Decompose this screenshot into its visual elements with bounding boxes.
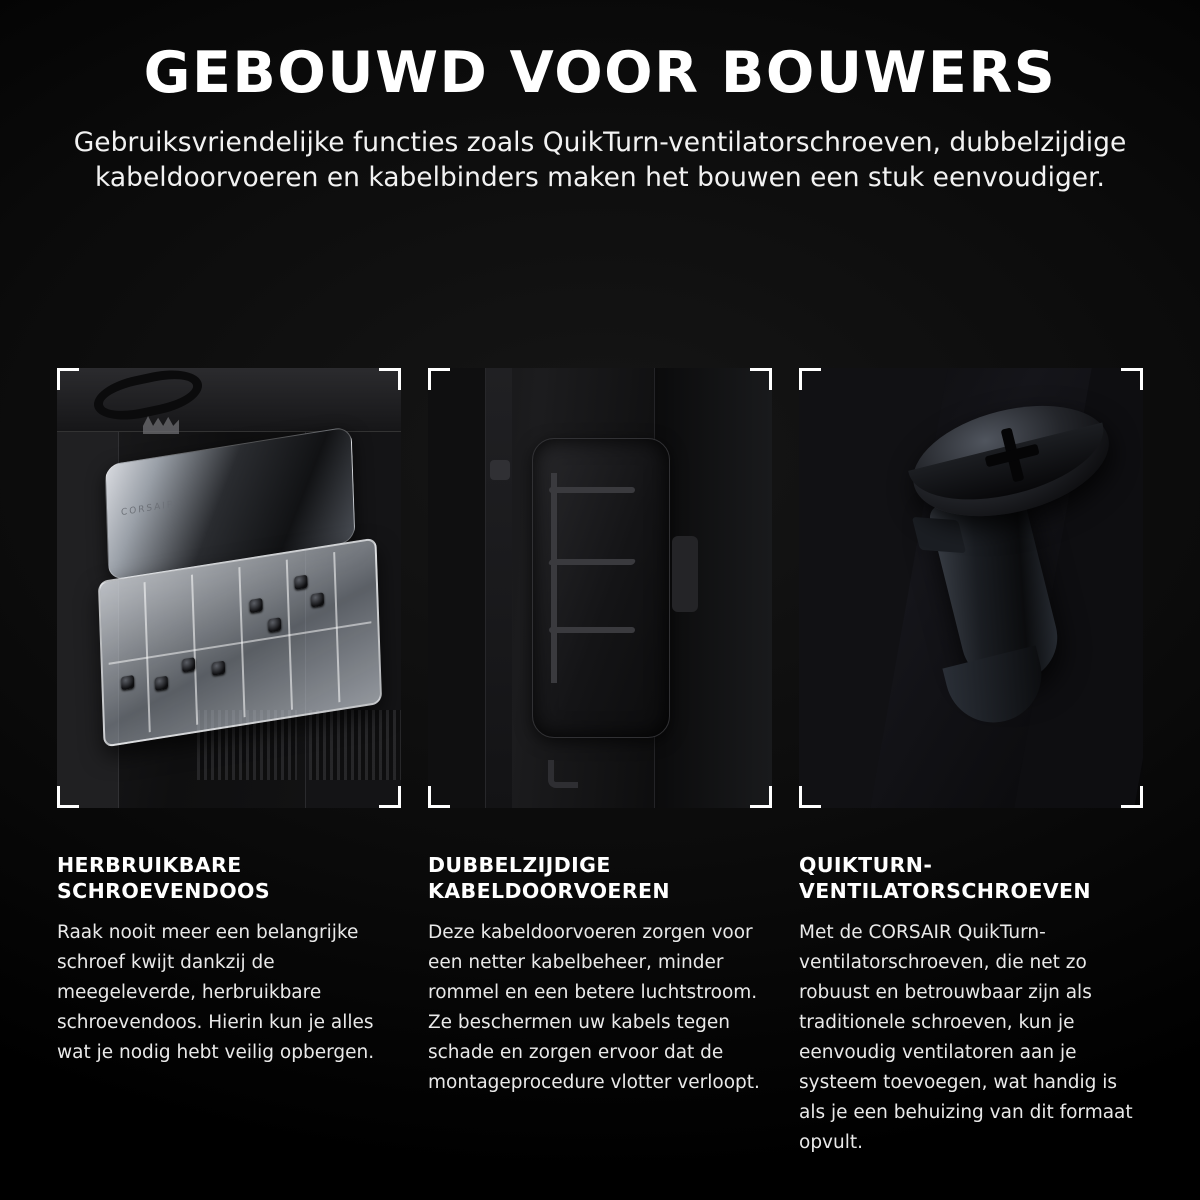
case-mesh-panel [309,710,401,780]
feature-column-quikturn-screws [799,368,1143,1158]
cable-hook [548,760,578,788]
feature-body: Deze kabeldoorvoeren zorgen voor een netter kabelbeheer, minder rommel en een betere luchtstroom. Ze beschermen uw kabels tegen schade en zorgen ervoor dat de montageprocedure vlotter verloopt. [428,922,760,1094]
page-subtitle: Gebruiksvriendelijke functies zoals QuikTurn-ventilatorschroeven, dubbelzijdige kabeldoorvoeren en kabelbinders maken het bouwen een stuk eenvoudiger. [73,126,1127,193]
feature-title: DUBBELZIJDIGE KABELDOORVOEREN [428,853,670,904]
dual-sided-cable-grommet-photo [428,368,772,808]
screw-box-lid-label: CORSAIR [120,499,176,519]
quikturn-fan-screw-photo [799,368,1143,808]
feature-title: QUIKTURN-VENTILATORSCHROEVEN [799,853,1091,904]
screw-wing [912,517,966,553]
case-panel-left [428,368,486,808]
panel-notch [490,460,510,480]
reusable-screw-box-photo [57,368,401,808]
grommet-flap-outline [551,473,651,683]
page-title: GEBOUWD VOOR BOUWERS [143,40,1057,106]
feature-title: HERBRUIKBARE SCHROEVENDOOS [57,853,271,904]
screw-box-image-frame [57,368,401,808]
feature-column-cable-grommets [428,368,772,1158]
background-panel-left [799,368,948,808]
rubber-grommet [532,438,670,738]
header [0,0,1200,196]
case-rail [486,368,512,808]
cable-tie-lug [672,536,698,612]
cable-grommet-image-frame [428,368,772,808]
feature-body: Met de CORSAIR QuikTurn-ventilatorschroeven, die net zo robuust en betrouwbaar zijn als traditionele schroeven, kun je eenvoudig ventilatoren aan je systeem toevoegen, wat handig is als je een behuizing van dit formaat opvult. [799,922,1133,1154]
feature-columns [57,368,1143,1158]
quikturn-screw-image-frame [799,368,1143,808]
feature-column-screw-box [57,368,401,1158]
feature-body: Raak nooit meer een belangrijke schroef kwijt dankzij de meegeleverde, herbruikbare schroevendoos. Hierin kun je alles wat je nodig hebt veilig opbergen. [57,922,375,1064]
